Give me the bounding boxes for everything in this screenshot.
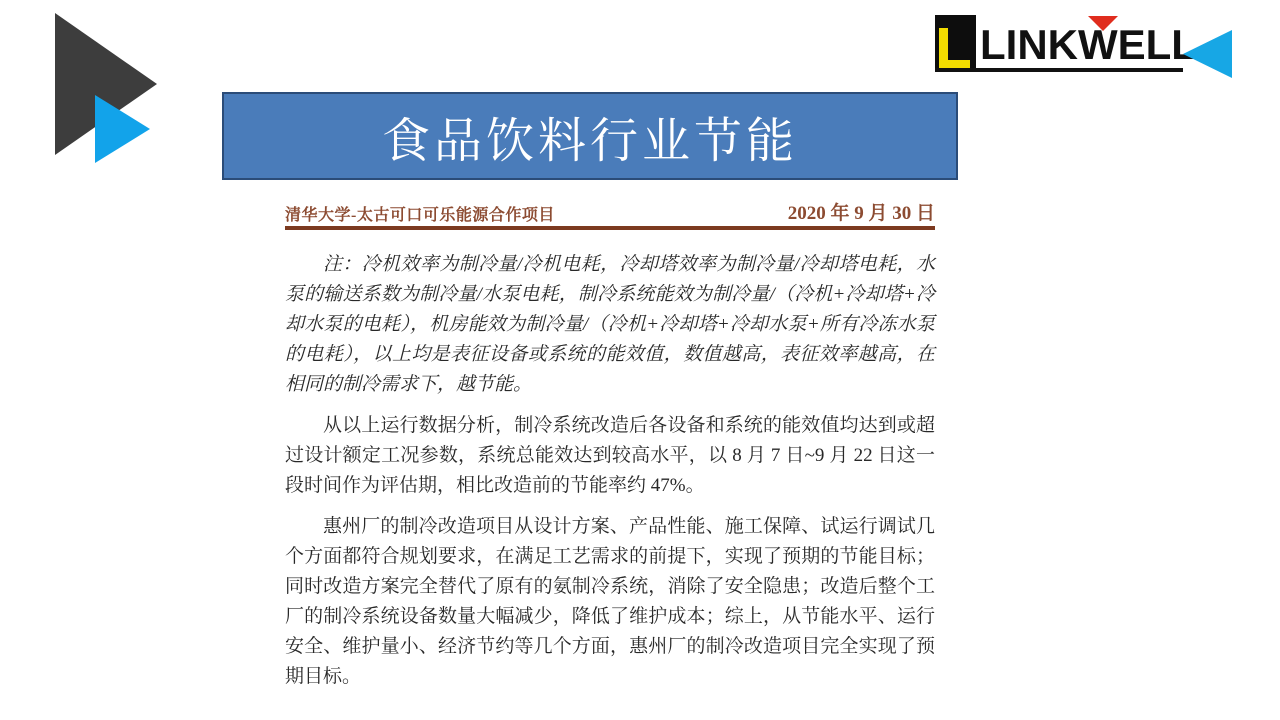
logo-underline: [935, 68, 1183, 72]
logo-brand-text: LINKWELL: [980, 21, 1197, 68]
linkwell-logo: [930, 0, 1240, 90]
logo-letter-l-icon: [939, 28, 970, 69]
title-banner: [222, 92, 958, 180]
cyan-triangle-icon: [1183, 30, 1232, 78]
paragraph-note: 注：冷机效率为制冷量/冷机电耗，冷却塔效率为制冷量/冷却塔电耗，水泵的输送系数为制冷量/水泵电耗，制冷系统能效为制冷量/（冷机+冷却塔+冷却水泵的电耗），机房能效为制冷量/（冷机+冷却塔+冷却水泵+所有冷冻水泵的电耗），以上均是表征设备或系统的能效值，数值越高，表征效率越高，在相同的制冷需求下，越节能。: [285, 254, 935, 395]
paragraph-analysis: 从以上运行数据分析，制冷系统改造后各设备和系统的能效值均达到或超过设计额定工况参数，系统总能效达到较高水平，以 8 月 7 日~9 月 22 日这一段时间作为评估期，相比改造前的节能率约 47%。: [285, 415, 935, 496]
document-body: [285, 250, 935, 703]
header-rule: [285, 226, 935, 230]
deco-triangles: [0, 0, 200, 200]
document-header: [285, 198, 935, 225]
project-title: 清华大学-太古可口可乐能源合作项目: [285, 207, 555, 224]
red-triangle-icon: [1088, 16, 1118, 31]
document-date: 2020 年 9 月 30 日: [787, 203, 935, 224]
logo-square-icon: [935, 15, 976, 71]
slide-title: 食品饮料行业节能: [381, 114, 798, 168]
paragraph-conclusion: 惠州厂的制冷改造项目从设计方案、产品性能、施工保障、试运行调试几个方面都符合规划要求，在满足工艺需求的前提下，实现了预期的节能目标；同时改造方案完全替代了原有的氨制冷系统，消除了安全隐患；改造后整个工厂的制冷系统设备数量大幅减少，降低了维护成本；综上，从节能水平、运行安全、维护量小、经济节约等几个方面，惠州厂的制冷改造项目完全实现了预期目标。: [285, 516, 935, 687]
